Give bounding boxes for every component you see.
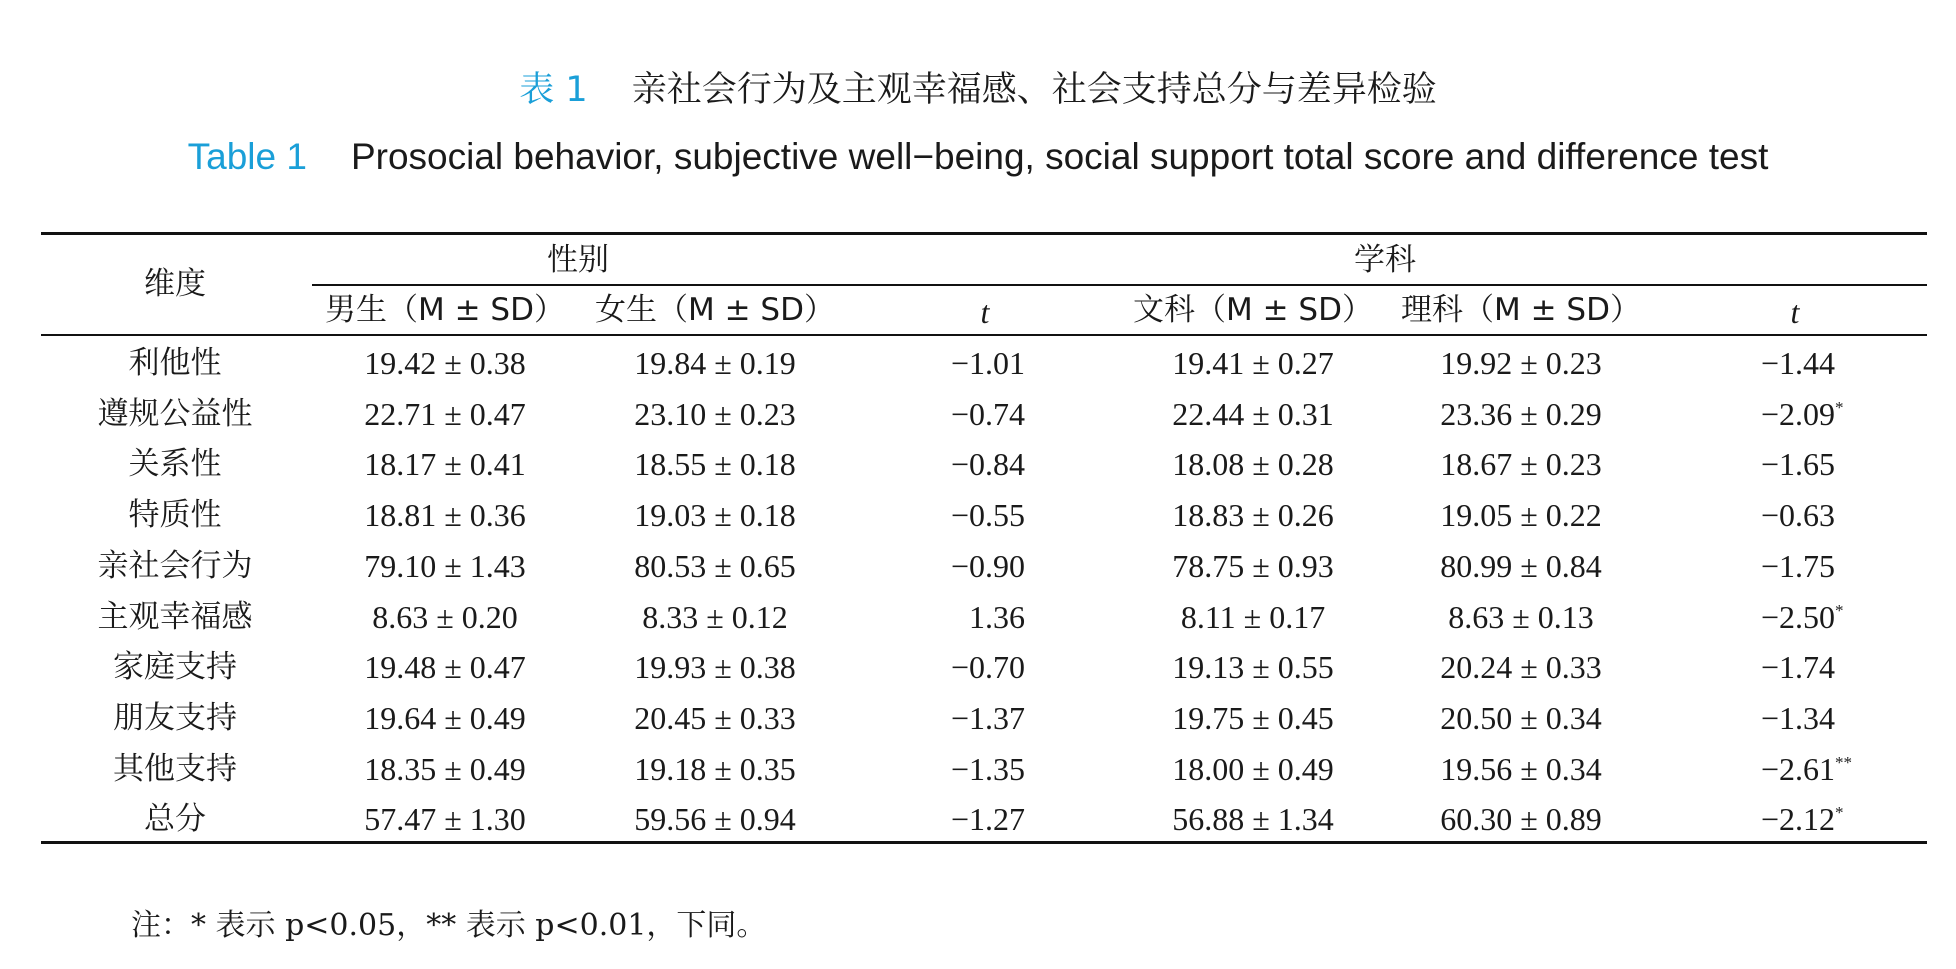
cell-value: 19.92 ± 0.23: [1440, 345, 1602, 381]
cell-value: 23.10 ± 0.23: [634, 395, 796, 432]
header-t2-label: t: [1790, 294, 1800, 330]
cell-science: [1440, 444, 1602, 484]
cell-female: [634, 647, 796, 687]
cell-t2: [1760, 394, 1844, 434]
cell-male: [364, 647, 526, 687]
header-male: 男生（M ± SD）: [325, 292, 565, 328]
cell-value: −0.74: [950, 395, 1025, 432]
cell-t: [951, 343, 1025, 383]
significance-mark: **: [1835, 752, 1852, 772]
cell-value: 79.10 ± 1.43: [364, 547, 526, 584]
cell-value: −0.84: [950, 446, 1025, 483]
cell-value: 家庭支持: [113, 649, 237, 686]
table-label-cn: 表 1: [519, 70, 588, 110]
header-science: 理科（M ± SD）: [1401, 292, 1641, 328]
cell-science: [1440, 698, 1602, 738]
cell-value: 8.11 ± 0.17: [1180, 598, 1326, 635]
cell-dim: [113, 749, 237, 789]
cell-female: [642, 597, 788, 637]
cell-female: [634, 394, 796, 434]
cell-t2: [1761, 698, 1835, 738]
cell-value: −1.44: [1760, 345, 1835, 381]
cell-value: 19.75 ± 0.45: [1172, 699, 1334, 736]
cell-arts: [1172, 546, 1334, 586]
cell-value: 18.67 ± 0.23: [1440, 446, 1602, 483]
cell-t: [951, 647, 1025, 687]
cell-value: 18.35 ± 0.49: [364, 750, 526, 787]
cell-value: −1.65: [1760, 446, 1835, 483]
cell-value: −0.55: [950, 497, 1025, 534]
cell-value: 18.00 ± 0.49: [1172, 750, 1334, 787]
cell-t: [951, 799, 1025, 839]
cell-t2: [1760, 749, 1852, 789]
cell-female: [634, 495, 796, 535]
cell-t: [951, 394, 1025, 434]
cell-value: 19.93 ± 0.38: [634, 649, 796, 686]
cell-value: 8.63 ± 0.20: [372, 598, 518, 635]
cell-value: 56.88 ± 1.34: [1172, 801, 1334, 838]
cell-dim: [129, 444, 222, 484]
cell-female: [634, 698, 796, 738]
header-t: [981, 292, 990, 332]
cell-t: [951, 698, 1025, 738]
cell-female: [634, 799, 796, 839]
cell-value: 18.55 ± 0.18: [634, 446, 796, 483]
cell-value: 其他支持: [113, 750, 237, 787]
cell-dim: [129, 343, 222, 383]
cell-value: −2.12: [1760, 801, 1835, 838]
cell-science: [1440, 647, 1602, 687]
cell-male: [364, 444, 526, 484]
cell-science: [1440, 394, 1602, 434]
cell-t: [951, 749, 1025, 789]
cell-t2: [1761, 444, 1835, 484]
cell-male: [364, 698, 526, 738]
cell-arts: [1172, 698, 1334, 738]
bottom-rule: [41, 841, 1927, 844]
cell-value: −1.75: [1760, 547, 1835, 584]
cell-value: 20.24 ± 0.33: [1440, 649, 1602, 686]
significance-mark: *: [1835, 600, 1844, 620]
cell-value: 19.18 ± 0.35: [634, 750, 796, 787]
cell-t2: [1761, 495, 1835, 535]
cell-value: 19.42 ± 0.38: [364, 345, 526, 381]
header-female: 女生（M ± SD）: [595, 292, 835, 328]
cell-value: 19.64 ± 0.49: [364, 699, 526, 736]
cell-value: 19.13 ± 0.55: [1172, 649, 1334, 686]
cell-value: −0.90: [950, 547, 1025, 584]
cell-arts: [1172, 343, 1334, 383]
group-rule: [312, 284, 1927, 286]
cell-dim: [144, 799, 206, 839]
table-label-en: Table 1: [187, 136, 307, 177]
header-t2: [1791, 292, 1800, 332]
cell-arts: [1172, 394, 1334, 434]
cell-male: [364, 394, 526, 434]
cell-value: 19.84 ± 0.19: [634, 345, 796, 381]
cell-value: −1.35: [950, 750, 1025, 787]
cell-arts: [1172, 647, 1334, 687]
cell-value: 利他性: [128, 345, 222, 381]
cell-male: [364, 749, 526, 789]
cell-science: [1440, 799, 1602, 839]
cell-value: 20.45 ± 0.33: [634, 699, 796, 736]
cell-dim: [129, 495, 222, 535]
cell-value: 23.36 ± 0.29: [1440, 395, 1602, 432]
top-rule: [41, 232, 1927, 235]
cell-science: [1440, 343, 1602, 383]
cell-t2: [1761, 546, 1835, 586]
cell-dim: [98, 546, 253, 586]
cell-value: −0.70: [950, 649, 1025, 686]
cell-arts: [1172, 495, 1334, 535]
cell-value: 8.33 ± 0.12: [642, 598, 788, 635]
cell-value: 22.71 ± 0.47: [364, 395, 526, 432]
cell-value: −1.34: [1760, 699, 1835, 736]
cell-value: −2.09: [1760, 395, 1835, 432]
cell-t2: [1760, 597, 1844, 637]
cell-value: 特质性: [128, 497, 222, 534]
cell-value: 总分: [144, 801, 206, 838]
cell-arts: [1172, 799, 1334, 839]
title-text-en: Prosocial behavior, subjective well−being, social support total score and difference test: [350, 136, 1769, 177]
cell-value: 20.50 ± 0.34: [1440, 699, 1602, 736]
cell-t2: [1760, 799, 1844, 839]
cell-value: 19.48 ± 0.47: [364, 649, 526, 686]
cell-t: [951, 495, 1025, 535]
cell-value: 80.53 ± 0.65: [634, 547, 796, 584]
table-title-en: [0, 136, 1956, 178]
cell-male: [364, 343, 526, 383]
cell-value: 18.83 ± 0.26: [1172, 497, 1334, 534]
header-subject: 学科: [1354, 242, 1416, 278]
cell-value: 60.30 ± 0.89: [1440, 801, 1602, 838]
table-note: 注：* 表示 p<0.05，** 表示 p<0.01，下同。: [131, 908, 767, 943]
cell-value: −2.61: [1760, 750, 1835, 787]
cell-value: 8.63 ± 0.13: [1448, 598, 1594, 635]
cell-value: 亲社会行为: [97, 547, 253, 584]
cell-value: 遵规公益性: [97, 395, 253, 432]
cell-dim: [98, 394, 253, 434]
cell-value: 1.36: [969, 598, 1025, 635]
cell-value: 朋友支持: [113, 699, 237, 736]
cell-value: 80.99 ± 0.84: [1440, 547, 1602, 584]
cell-science: [1448, 597, 1594, 637]
cell-arts: [1172, 749, 1334, 789]
cell-female: [634, 546, 796, 586]
cell-male: [364, 495, 526, 535]
cell-dim: [113, 698, 237, 738]
cell-female: [634, 749, 796, 789]
cell-male: [372, 597, 518, 637]
cell-value: −0.63: [1760, 497, 1835, 534]
cell-t: [969, 597, 1025, 637]
header-rule: [41, 334, 1927, 336]
cell-science: [1440, 546, 1602, 586]
cell-value: 59.56 ± 0.94: [634, 801, 796, 838]
cell-value: 19.56 ± 0.34: [1440, 750, 1602, 787]
cell-value: 主观幸福感: [97, 598, 253, 635]
cell-value: 19.05 ± 0.22: [1440, 497, 1602, 534]
cell-value: −1.27: [950, 801, 1025, 838]
title-text-cn: 亲社会行为及主观幸福感、社会支持总分与差异检验: [631, 70, 1437, 110]
cell-value: 19.41 ± 0.27: [1172, 345, 1334, 381]
header-arts: 文科（M ± SD）: [1133, 292, 1373, 328]
cell-t2: [1761, 343, 1835, 383]
header-gender: 性别: [547, 242, 609, 278]
cell-science: [1440, 495, 1602, 535]
cell-t: [951, 546, 1025, 586]
cell-female: [634, 444, 796, 484]
cell-t2: [1761, 647, 1835, 687]
cell-value: 57.47 ± 1.30: [364, 801, 526, 838]
cell-dim: [98, 597, 253, 637]
cell-value: −2.50: [1760, 598, 1835, 635]
cell-value: 关系性: [128, 446, 222, 483]
cell-value: 78.75 ± 0.93: [1172, 547, 1334, 584]
cell-value: 22.44 ± 0.31: [1172, 395, 1334, 432]
cell-dim: [113, 647, 237, 687]
table-title-cn: [0, 62, 1956, 112]
cell-arts: [1181, 597, 1325, 637]
cell-value: 19.03 ± 0.18: [634, 497, 796, 534]
cell-t: [951, 444, 1025, 484]
cell-value: −1.01: [950, 345, 1025, 381]
cell-value: 18.81 ± 0.36: [364, 497, 526, 534]
cell-value: −1.37: [950, 699, 1025, 736]
cell-male: [364, 799, 526, 839]
significance-mark: *: [1835, 397, 1844, 417]
cell-male: [364, 546, 526, 586]
header-dimension: 维度: [144, 266, 206, 302]
significance-mark: *: [1835, 803, 1844, 823]
cell-value: 18.08 ± 0.28: [1172, 446, 1334, 483]
cell-value: 18.17 ± 0.41: [364, 446, 526, 483]
cell-arts: [1172, 444, 1334, 484]
header-t-label: t: [980, 294, 990, 330]
cell-value: −1.74: [1760, 649, 1835, 686]
cell-female: [634, 343, 796, 383]
cell-science: [1440, 749, 1602, 789]
